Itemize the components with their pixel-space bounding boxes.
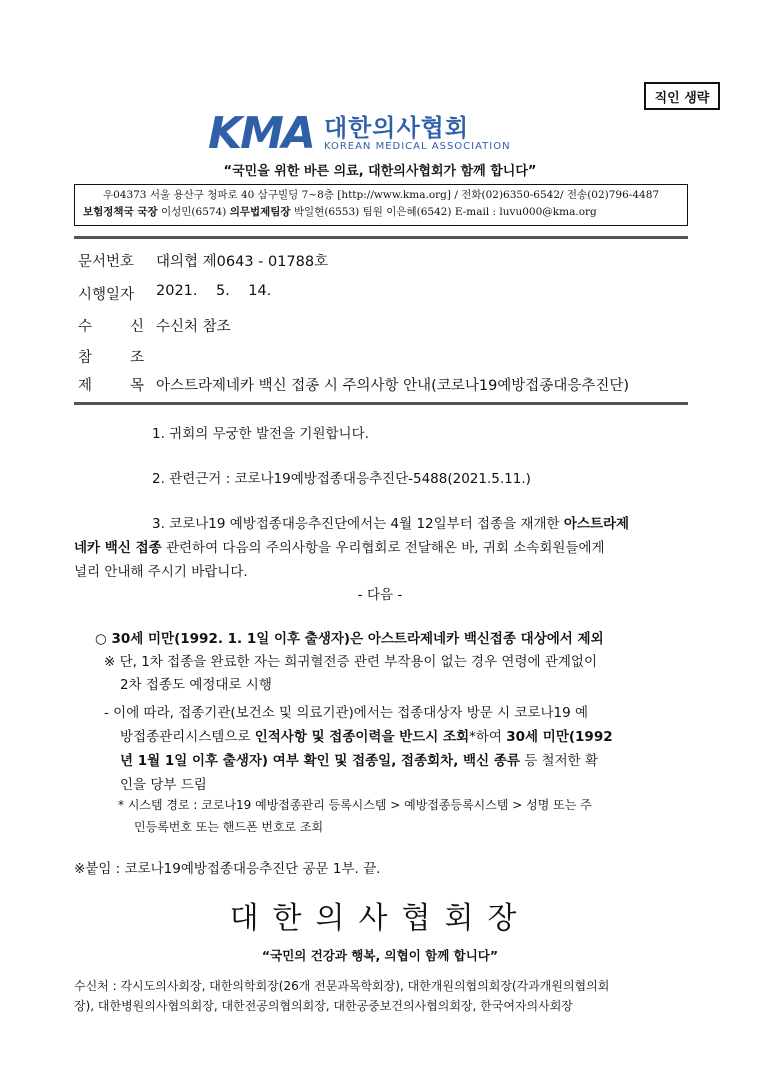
- kma-logo: [208, 108, 558, 159]
- doc-number-label: 문서번호: [78, 254, 135, 270]
- header-slogan: “국민을 위한 바른 의료, 대한의사협회가 함께 합니다”: [223, 164, 537, 179]
- contact-box: [74, 184, 688, 226]
- dash-item: - 이에 따라, 접종기관(보건소 및 의료기관)에서는 접종대상자 방문 시 코로나19 예 방접종관리시스템으로 인적사항 및 접종이력을 반드시 조회*하여 30세 미만(1992 년 1월 1일 이후 출생자) 여부 확인 및 접종일, 접종회차, 백신 종류 등 철저한 확 인을 당부 드림: [104, 705, 613, 793]
- next-heading: - 다음 -: [357, 587, 403, 603]
- note-1: ※ 단, 1차 접종을 완료한 자는 희귀혈전증 관련 부작용이 없는 경우 연령에 관계없이 2차 접종도 예정대로 시행: [104, 654, 597, 693]
- subject-row: [78, 374, 629, 396]
- issue-date: 2021. 5. 14.: [156, 283, 272, 299]
- doc-number: 대의협 제0643 - 01788호: [156, 254, 329, 270]
- contact-line-1: 우04373 서울 용산구 청파로 40 삼구빌딩 7~8층 [http://www.kma.org] / 전화(02)6350-6542/ 전송(02)796-4487: [102, 189, 660, 201]
- footer-slogan: “국민의 건강과 행복, 의협이 함께 합니다”: [261, 948, 499, 963]
- logo-kma-letters: KMA: [208, 108, 314, 159]
- seal-omitted-stamp: 직인 생략: [644, 82, 720, 110]
- date-row: [78, 283, 271, 305]
- subject-divider: [74, 402, 688, 405]
- subject: 아스트라제네카 백신 접종 시 주의사항 안내(코로나19예방접종대응추진단): [156, 378, 630, 394]
- signature: 대한의사협회장: [229, 901, 531, 936]
- recipient: 수신처 참조: [156, 319, 231, 335]
- recipient-row: [78, 315, 231, 337]
- reference-label: 참 조: [78, 350, 144, 366]
- recipient-label: 수 신: [78, 319, 144, 335]
- paragraph-2: 2. 관련근거 : 코로나19예방접종대응추진단-5488(2021.5.11.): [152, 471, 531, 487]
- date-label: 시행일자: [78, 287, 135, 303]
- attachment-note: ※붙임 : 코로나19예방접종대응추진단 공문 1부. 끝.: [74, 861, 381, 877]
- logo-name-ko: 대한의사협회: [323, 114, 470, 142]
- paragraph-3: 3. 코로나19 예방접종대응추진단에서는 4월 12일부터 접종을 재개한 아스트라제 네카 백신 접종 관련하여 다음의 주의사항을 우리협회로 전달해온 바, 귀회 소속회원들에게 널리 안내해 주시기 바랍니다.: [74, 516, 630, 580]
- recipient-list: 수신처 : 각시도의사회장, 대한의학회장(26개 전문과목학회장), 대한개원의협의회장(각과개원의협의회 장), 대한병원의사협의회장, 대한전공의협의회장, 대한공중보건의사협의회장, 한국여자의사회장: [74, 979, 610, 1013]
- paragraph-1: 1. 귀회의 무궁한 발전을 기원합니다.: [152, 426, 369, 442]
- reference-row: [78, 346, 156, 368]
- item-heading: ○ 30세 미만(1992. 1. 1일 이후 출생자)은 아스트라제네카 백신접종 대상에서 제외: [95, 631, 604, 647]
- subject-label: 제 목: [78, 378, 144, 394]
- system-path-note: * 시스템 경로 : 코로나19 예방접종관리 등록시스템 > 예방접종등록시스템 > 성명 또는 주 민등록번호 또는 핸드폰 번호로 조회: [118, 798, 592, 834]
- doc-number-row: [78, 250, 328, 272]
- header-divider: [74, 236, 688, 239]
- contact-line-2: 보험정책국 국장 이성민(6574) 의무법제팀장 박일현(6553) 팀원 이은혜(6542) E-mail : luvu000@kma.org: [83, 206, 597, 218]
- logo-name-en: KOREAN MEDICAL ASSOCIATION: [323, 141, 511, 152]
